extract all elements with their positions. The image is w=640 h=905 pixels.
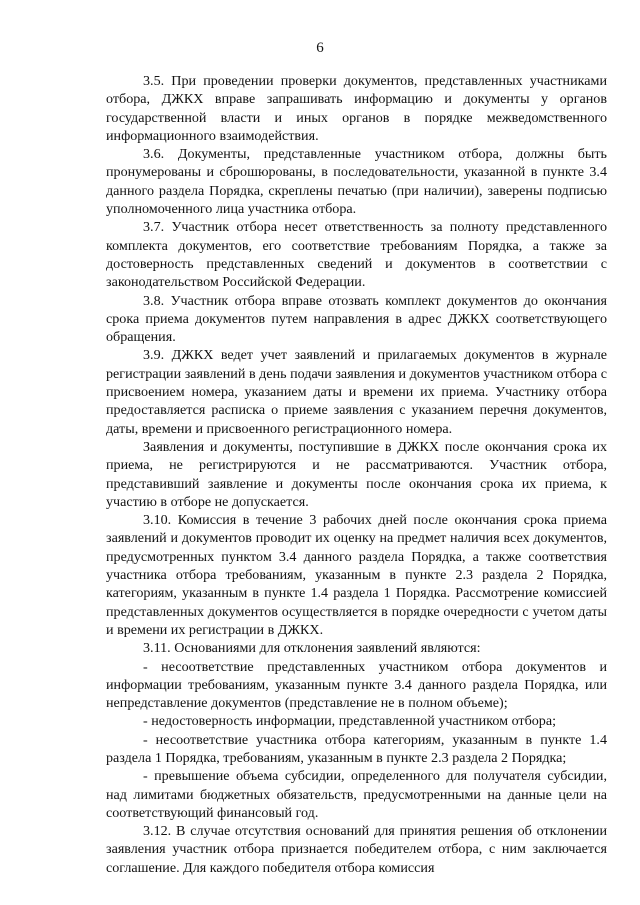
paragraph-3-10: 3.10. Комиссия в течение 3 рабочих дней после окончания срока приема заявлений и документов проводит их оценку на предмет наличия всех документов, предусмотренных пунктом 3.4 данного раздела Порядка, а также соответствия участника отбора требованиям, указанным в пункте 2.3 раздела 2 Порядка, категориям, указанным в пункте 1.4 раздела 1 Порядка. Рассмотрение комиссией представленных документов осуществляется в порядке очередности с учетом даты и времени их регистрации в ДЖКХ. — [106, 512, 607, 638]
paragraph-3-7: 3.7. Участник отбора несет ответственность за полноту представленного комплекта документов, его соответствие требованиям Порядка, а также за достоверность представленных сведений и документов в соответствии с законодательством Российской Федерации. — [106, 219, 607, 291]
rejection-reason-item: - недостоверность информации, представленной участником отбора; — [143, 713, 557, 730]
paragraph-3-9: 3.9. ДЖКХ ведет учет заявлений и прилагаемых документов в журнале регистрации заявлений в день подачи заявления и документов участником отбора с присвоением номера, указанием даты и времени их приема. Участнику отбора предоставляется расписка о приеме заявления с указанием перечня документов, даты, времени и присвоенного регистрационного номера. — [106, 347, 607, 437]
paragraph-3-6: 3.6. Документы, представленные участником отбора, должны быть пронумерованы и сброшюрованы, в последовательности, указанной в пункте 3.4 данного раздела Порядка, скреплены печатью (при наличии), заверены подписью уполномоченного лица участника отбора. — [106, 146, 607, 218]
page-number: 6 — [316, 40, 324, 56]
paragraph-3-8: 3.8. Участник отбора вправе отозвать комплект документов до окончания срока приема документов путем направления в адрес ДЖКХ соответствующего обращения. — [106, 292, 607, 346]
rejection-reason-item: - несоответствие представленных участником отбора документов и информации требованиям, указанным пункте 3.4 данного раздела Порядка, или непредставление документов (представление не в полном объеме); — [106, 658, 607, 712]
paragraph-3-5: 3.5. При проведении проверки документов, представленных участниками отбора, ДЖКХ вправе запрашивать информацию и документы у органов государственной власти и иных органов в порядке межведомственного информационного взаимодействия. — [106, 73, 607, 144]
rejection-reason-item: - несоответствие участника отбора категориям, указанным в пункте 1.4 раздела 1 Порядка, требованиям, указанным в пункте 2.3 раздела 2 Порядка; — [106, 731, 607, 766]
paragraph-late-applications: Заявления и документы, поступившие в ДЖКХ после окончания срока их приема, не регистрируются и не рассматриваются. Участник отбора, представивший заявление и документы после окончания срока их приема, к участию в отборе не допускается. — [106, 438, 607, 510]
paragraph-3-12: 3.12. В случае отсутствия оснований для принятия решения об отклонении заявления участник отбора признается победителем отбора, с ним заключается соглашение. Для каждого победителя отбора комиссия — [106, 823, 607, 876]
rejection-reason-item: - превышение объема субсидии, определенного для получателя субсидии, над лимитами бюджетных обязательств, предусмотренными на данные цели на соответствующий финансовый год. — [106, 768, 607, 821]
document-body — [106, 72, 607, 877]
paragraph-3-11: 3.11. Основаниями для отклонения заявлений являются: — [143, 640, 481, 657]
